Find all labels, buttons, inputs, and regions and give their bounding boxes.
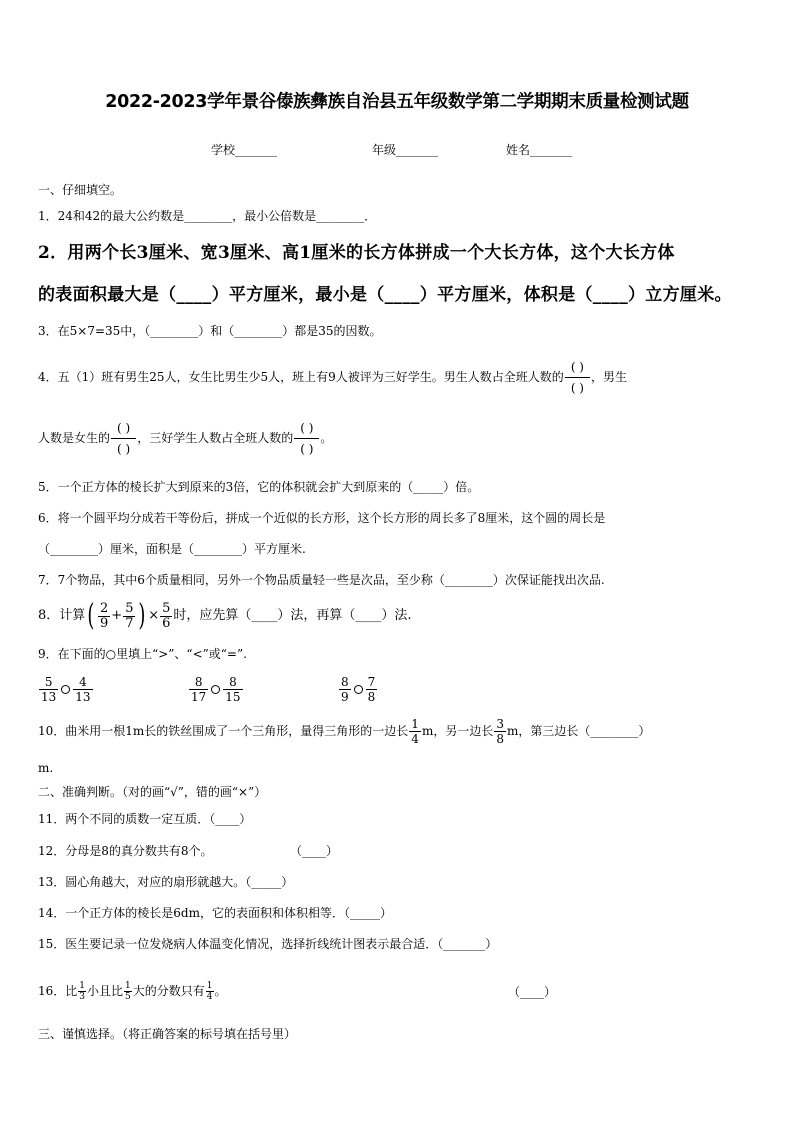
fraction-denominator: 6 — [162, 615, 171, 631]
open-paren-icon: ( — [87, 598, 95, 633]
fraction-denominator: 3 — [79, 991, 86, 1002]
close-paren-icon: ) — [138, 598, 146, 633]
page-title: 2022-2023学年景谷傣族彝族自治县五年级数学第二学期期末质量检测试题 — [105, 92, 689, 112]
fraction-numerator: 5 — [162, 600, 171, 616]
section-heading-fill: 一、仔细填空。 — [38, 183, 123, 197]
fraction-left — [39, 675, 58, 704]
fraction-denominator: 4 — [206, 991, 213, 1002]
fraction-numerator: 1 — [411, 716, 419, 731]
fraction-numerator: ( ) — [570, 359, 584, 374]
question-10-text-c: m，第三边长（________） — [506, 724, 651, 738]
times-sign: × — [148, 608, 160, 623]
fraction-denominator: ( ) — [565, 377, 590, 398]
fraction-denominator: 8 — [496, 731, 504, 746]
question-16-text-a: 16．比 — [38, 984, 78, 998]
question-16-text-c: 大的分数只有 — [132, 984, 205, 998]
fraction-2-9 — [98, 602, 110, 631]
school-field[interactable]: 学校_______ — [211, 143, 278, 157]
fraction-left — [339, 675, 351, 704]
fraction-denominator: 7 — [125, 615, 134, 631]
question-12: 12．分母是8的真分数共有8个。 — [38, 844, 213, 858]
question-16-blank[interactable]: （____） — [508, 985, 557, 999]
fraction-denominator: 9 — [341, 689, 349, 704]
fraction-numerator: 7 — [367, 674, 376, 689]
fraction-numerator: 5 — [44, 674, 53, 689]
question-16-text-d: 。 — [214, 984, 227, 998]
fraction-1-4 — [409, 717, 421, 746]
fraction-right — [73, 675, 92, 704]
fraction-denominator: 17 — [191, 689, 207, 704]
fraction-denominator: 13 — [75, 689, 91, 704]
fraction-denominator: ( ) — [294, 438, 319, 459]
answer-fraction-2[interactable] — [111, 418, 136, 459]
fraction-3-8 — [494, 717, 506, 746]
fraction-1-4 — [206, 981, 214, 1002]
question-8-prefix: 8．计算 — [38, 608, 86, 623]
question-6-line-1: 6．将一个圆平均分成若干等份后，拼成一个近似的长方形，这个长方形的周长多了8厘米，这个圆的周长是 — [38, 511, 606, 525]
fraction-5-6 — [160, 602, 172, 631]
fraction-denominator: 8 — [367, 689, 376, 704]
fraction-denominator: 15 — [225, 689, 241, 704]
fraction-1-3 — [78, 981, 86, 1002]
question-12-blank[interactable]: （____） — [290, 844, 339, 858]
answer-fraction-3[interactable] — [294, 418, 319, 459]
compare-circle-icon[interactable] — [61, 685, 70, 694]
question-8 — [38, 597, 412, 635]
question-4-text-d: ，三好学生人数占全班人数的 — [137, 431, 294, 445]
fraction-right — [366, 675, 378, 704]
question-4-row-1 — [38, 356, 627, 398]
fraction-numerator: ( ) — [117, 420, 131, 435]
question-14: 14．一个正方体的棱长是6dm，它的表面积和体积相等．（_____） — [38, 906, 392, 920]
fraction-denominator: 9 — [100, 615, 109, 631]
fraction-numerator: 8 — [341, 674, 349, 689]
question-4-text-b: ，男生 — [591, 370, 628, 384]
grade-field[interactable]: 年级_______ — [372, 143, 439, 157]
question-4-text-c: 人数是女生的 — [38, 431, 111, 445]
fraction-numerator: 8 — [229, 674, 237, 689]
question-15: 15．医生要记录一位发烧病人体温变化情况，选择折线统计图表示最合适．（_______） — [38, 937, 498, 951]
question-2-line-1: 2．用两个长3厘米、宽3厘米、高1厘米的长方体拼成一个大长方体，这个大长方体 — [38, 243, 675, 263]
question-4-row-2 — [38, 417, 332, 459]
fraction-numerator: 3 — [496, 716, 504, 731]
fraction-denominator: 4 — [411, 731, 419, 746]
fraction-denominator: 5 — [125, 991, 131, 1002]
fraction-numerator: 8 — [194, 674, 203, 689]
fraction-numerator: 1 — [206, 980, 213, 991]
fraction-5-7 — [123, 602, 135, 631]
compare-item-2 — [188, 670, 244, 708]
section-heading-choice: 三、谨慎选择。（将正确答案的标号填在括号里） — [38, 1027, 297, 1041]
fraction-denominator: 13 — [41, 689, 57, 704]
compare-item-1 — [38, 670, 94, 708]
fraction-numerator: 1 — [79, 980, 86, 991]
question-13: 13．圆心角越大，对应的扇形就越大。（_____） — [38, 875, 294, 889]
plus-sign: + — [111, 608, 123, 623]
fraction-left — [189, 675, 208, 704]
fraction-denominator: ( ) — [111, 438, 136, 459]
question-7: 7．7个物品，其中6个质量相同，另外一个物品质量轻一些是次品，至少称（________）次保证能找出次品. — [38, 573, 605, 587]
fraction-numerator: 1 — [125, 980, 131, 991]
question-6-line-2: （________）厘米，面积是（________）平方厘米. — [38, 542, 306, 556]
question-1: 1．24和42的最大公约数是________，最小公倍数是________． — [38, 209, 377, 223]
compare-item-3 — [338, 670, 378, 708]
question-8-suffix: 时，应先算（____）法，再算（____）法. — [173, 608, 412, 623]
question-10-unit: m. — [38, 761, 54, 775]
fraction-1-5 — [124, 981, 132, 1002]
fraction-numerator: 2 — [100, 600, 109, 616]
question-9: 9．在下面的○里填上“>”、“<”或“=”. — [38, 647, 247, 661]
fraction-right — [223, 675, 242, 704]
compare-circle-icon[interactable] — [211, 685, 220, 694]
question-3: 3．在5×7=35中，（________）和（________）都是35的因数。 — [38, 324, 382, 338]
question-11: 11．两个不同的质数一定互质．（____） — [38, 812, 252, 826]
question-10 — [38, 713, 650, 749]
question-10-text-a: 10．曲米用一根1m长的铁丝围成了一个三角形，量得三角形的一边长 — [38, 724, 409, 738]
question-10-text-b: m，另一边长 — [421, 724, 494, 738]
section-heading-judge: 二、准确判断。（对的画“√”，错的画“×”） — [38, 785, 267, 799]
fraction-numerator: 5 — [125, 600, 134, 616]
question-16 — [38, 976, 227, 1006]
question-5: 5．一个正方体的棱长扩大到原来的3倍，它的体积就会扩大到原来的（_____）倍。 — [38, 480, 480, 494]
answer-fraction-1[interactable] — [565, 357, 590, 398]
fraction-numerator: 4 — [79, 674, 87, 689]
question-4-text-a: 4．五（1）班有男生25人，女生比男生少5人，班上有9人被评为三好学生。男生人数占全班人数的 — [38, 370, 564, 384]
compare-circle-icon[interactable] — [354, 685, 363, 694]
question-2-line-2: 的表面积最大是（____）平方厘米，最小是（____）平方厘米，体积是（____）立方厘米。 — [38, 285, 732, 305]
question-16-text-b: 小且比 — [87, 984, 124, 998]
fraction-numerator: ( ) — [300, 420, 314, 435]
question-4-text-e: 。 — [320, 431, 333, 445]
name-field[interactable]: 姓名_______ — [506, 143, 573, 157]
